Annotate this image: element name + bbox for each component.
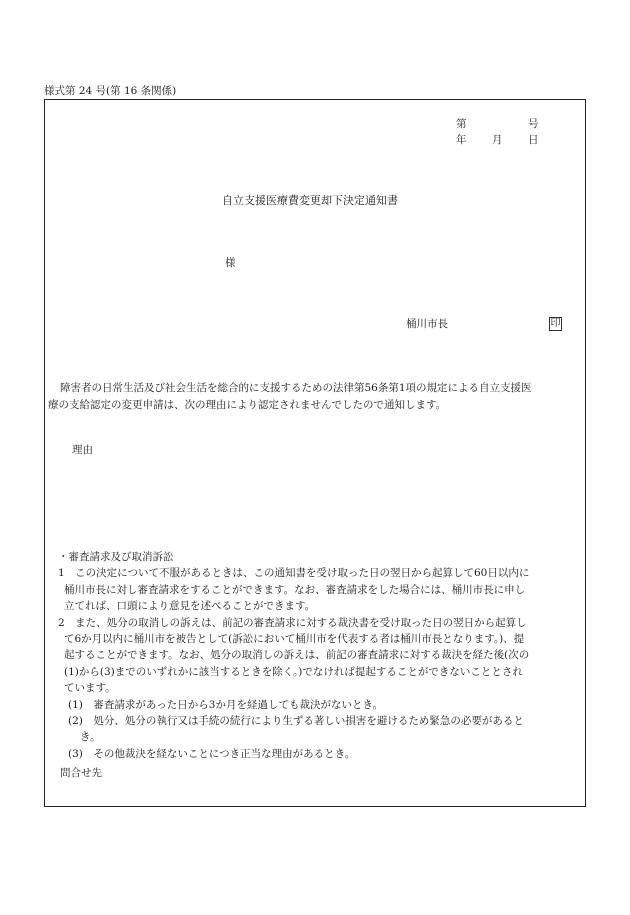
appeal-subitem: (2) 処分、処分の執行又は手続の続行により生ずる著しい損害を避けるため緊急の必要があると (68, 715, 524, 728)
issuer-name: 桶川市長 (406, 318, 448, 330)
document-number (456, 118, 539, 130)
date-day: 日 (528, 134, 539, 146)
notice-body-line: 療の支給認定の変更申請は、次の理由により認定されませんでしたので通知します。 (48, 399, 447, 411)
document-title: 自立支援医療費変更却下決定通知書 (222, 194, 398, 207)
recipient-suffix: 様 (225, 257, 236, 269)
contact-label: 問合せ先 (60, 767, 102, 779)
appeal-line: (1)から(3)までのいずれかに該当するときを除く。)でなければ提起することができないこととされ (64, 665, 523, 678)
appeal-subitem: (1) 審査請求があった日から3か月を経過しても裁決がないとき。 (68, 698, 384, 711)
document-number-suffix: 号 (528, 118, 539, 130)
appeal-line: ています。 (64, 682, 116, 695)
appeal-line: 2 また、処分の取消しの訴えは、前記の審査請求に対する裁決書を受け取った日の翌日から起算し (58, 616, 527, 629)
appeal-line: て6か月以内に桶川市を被告として(訴訟において桶川市を代表する者は桶川市長となります。)、提 (64, 633, 525, 646)
date-month: 月 (492, 134, 503, 146)
document-number-prefix: 第 (456, 118, 467, 130)
appeal-line: 立てれば、口頭により意見を述べることができます。 (64, 600, 316, 613)
appeal-line: 1 この決定について不服があるときは、この通知書を受け取った日の翌日から起算して60日以内に (58, 567, 530, 580)
reason-label: 理由 (72, 444, 93, 456)
appeal-subitem: き。 (80, 731, 101, 744)
appeal-heading: ・審査請求及び取消訴訟 (58, 551, 174, 563)
appeal-subitem: (3) その他裁決を経ないことにつき正当な理由があるとき。 (68, 747, 356, 760)
form-number-label: 様式第 24 号(第 16 条関係) (44, 85, 177, 97)
appeal-line: 桶川市長に対し審査請求をすることができます。なお、審査請求をした場合には、桶川市長に申し (64, 583, 526, 596)
date-year: 年 (456, 134, 467, 146)
appeal-line: 起することができます。なお、処分の取消しの訴えは、前記の審査請求に対する裁決を経た後(次の (64, 649, 530, 662)
seal-mark: 印 (550, 318, 561, 329)
notice-body (48, 380, 570, 414)
notice-body-line: 障害者の日常生活及び社会生活を総合的に支援するための法律第56条第1項の規定による自立支援医 (60, 382, 532, 394)
appeal-section (58, 549, 580, 762)
